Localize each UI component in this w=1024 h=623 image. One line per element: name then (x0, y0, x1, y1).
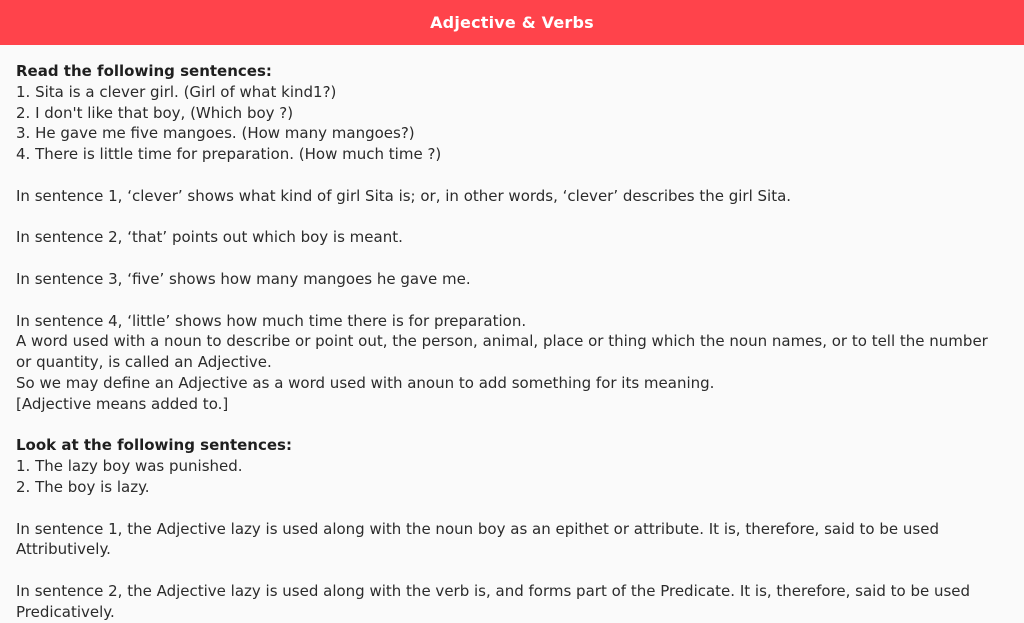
example-sentence: 2. I don't like that boy, (Which boy ?) (16, 103, 294, 122)
explanation-paragraph: In sentence 2, ‘that’ points out which boy is meant. (16, 228, 403, 247)
definition-paragraph: So we may define an Adjective as a word used with anoun to add something for its meaning. (16, 373, 715, 392)
paragraph-gap (16, 415, 1004, 436)
paragraph-gap (16, 498, 1004, 519)
section-heading-read: Read the following sentences: (16, 62, 272, 80)
explanation-paragraph: In sentence 4, ‘little’ shows how much time there is for preparation. (16, 311, 527, 330)
explanation-paragraph: In sentence 3, ‘five’ shows how many mangoes he gave me. (16, 269, 471, 288)
definition-paragraph: A word used with a noun to describe or point out, the person, animal, place or thing which the noun names, or to tell the number or quantity, is called an Adjective. (16, 332, 988, 372)
example-sentence: 2. The boy is lazy. (16, 477, 150, 496)
example-sentence: 1. The lazy boy was punished. (16, 457, 243, 476)
title-bar (0, 0, 1024, 45)
paragraph-gap (16, 560, 1004, 581)
definition-note: [Adjective means added to.] (16, 394, 229, 413)
example-sentence: 4. There is little time for preparation. (How much time ?) (16, 145, 442, 164)
example-sentence: 1. Sita is a clever girl. (Girl of what kind1?) (16, 82, 337, 101)
lesson-content[interactable] (16, 61, 1004, 623)
usage-paragraph: In sentence 2, the Adjective lazy is used along with the verb is, and forms part of the Predicate. It is, therefore, said to be used Predicatively. (16, 581, 971, 621)
paragraph-gap (16, 165, 1004, 186)
example-sentence: 3. He gave me five mangoes. (How many mangoes?) (16, 124, 415, 143)
paragraph-gap (16, 207, 1004, 228)
usage-paragraph: In sentence 1, the Adjective lazy is used along with the noun boy as an epithet or attribute. It is, therefore, said to be used Attributively. (16, 519, 939, 559)
explanation-paragraph: In sentence 1, ‘clever’ shows what kind of girl Sita is; or, in other words, ‘clever’ describes the girl Sita. (16, 186, 792, 205)
paragraph-gap (16, 290, 1004, 311)
page-title: Adjective & Verbs (430, 13, 594, 32)
paragraph-gap (16, 248, 1004, 269)
section-heading-look: Look at the following sentences: (16, 436, 292, 455)
